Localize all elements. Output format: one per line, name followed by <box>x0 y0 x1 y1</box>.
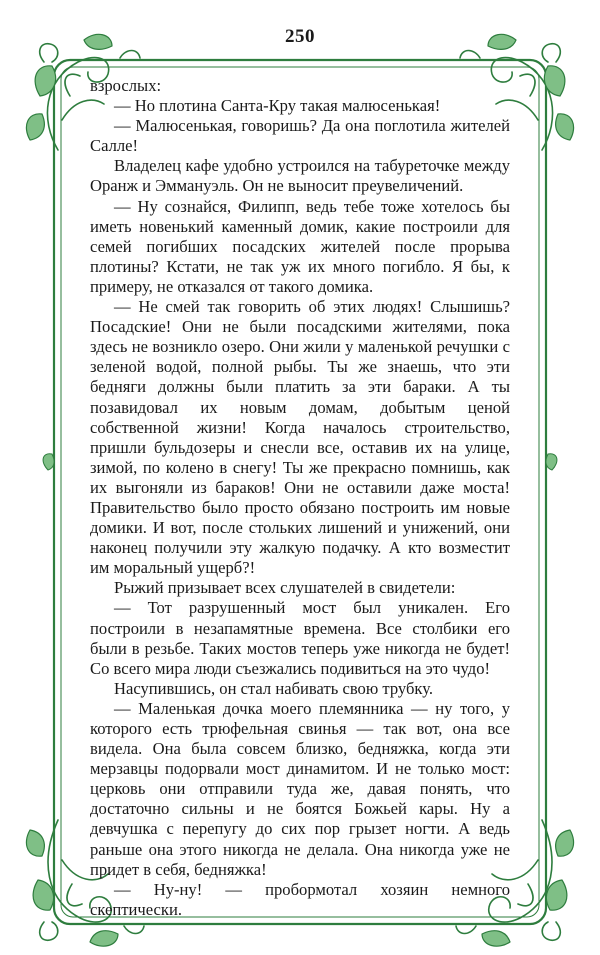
body-text <box>90 76 510 920</box>
paragraph: — Маленькая дочка моего племянника — ну того, у которого есть трюфельная свинья — так вот, она все видела. Она была совсем близко, бедняжка, когда эти мерзавцы подорвали мост динамитом. И не только мост: церковь они отправили туда же, давая понять, что достаточно сильны и не боятся Божьей кары. Ну а девчушка с перепугу до сих пор грызет ногти. А ведь раньше она этого никогда не делала. Она никогда уже не придет в себя, бедняжка! <box>90 698 510 879</box>
paragraph: — Ну сознайся, Филипп, ведь тебе тоже хотелось бы иметь новенький каменный домик, какие построили для семей погибших посадских жителей после прорыва плотины? Кстати, не так уж их много погибло. Я бы, к примеру, не отказался от такого домика. <box>90 196 510 296</box>
paragraph: — Тот разрушенный мост был уникален. Его построили в незапамятные времена. Все столбики его были в резьбе. Таких мостов теперь уже никогда не будет! Со всего мира люди съезжались подивиться на это чудо! <box>90 598 510 678</box>
paragraph: — Ну-ну! — пробормотал хозяин немного скептически. <box>90 879 510 919</box>
paragraph: — Малюсенькая, говоришь? Да она поглотила жителей Салле! <box>90 116 510 156</box>
paragraph: взрослых: <box>90 76 162 95</box>
page-number: 250 <box>285 26 315 47</box>
paragraph: Рыжий призывает всех слушателей в свидетели: <box>114 578 456 598</box>
paragraph: Насупившись, он стал набивать свою трубку. <box>114 678 434 698</box>
paragraph: — Не смей так говорить об этих людях! Слышишь? Посадские! Они не были посадскими жителями, пока здесь не возникло озеро. Они жили у маленькой речушки с зеленой водой, полной рыбы. Ты же знаешь, что эти бедняги должны были платить за эти бараки. А ты позавидовал их новым домам, добытым ценой собственной жизни! Когда началось строительство, пришли бульдозеры и снесли все, оставив их на улице, зимой, по колено в снегу! Ты же прекрасно помнишь, как их выгоняли из бараков! Они не оставили даже моста! Правительство было просто обязано построить им новые домики. И вот, после стольких лишений и унижений, они наконец получили эту жалкую подачку. А кто возместит им моральный ущерб?! <box>90 297 510 578</box>
paragraph: Владелец кафе удобно устроился на табуреточке между Оранж и Эммануэль. Он не выносит преувеличений. <box>90 156 510 196</box>
paragraph: — Но плотина Санта-Кру такая малюсенькая! <box>114 96 441 116</box>
